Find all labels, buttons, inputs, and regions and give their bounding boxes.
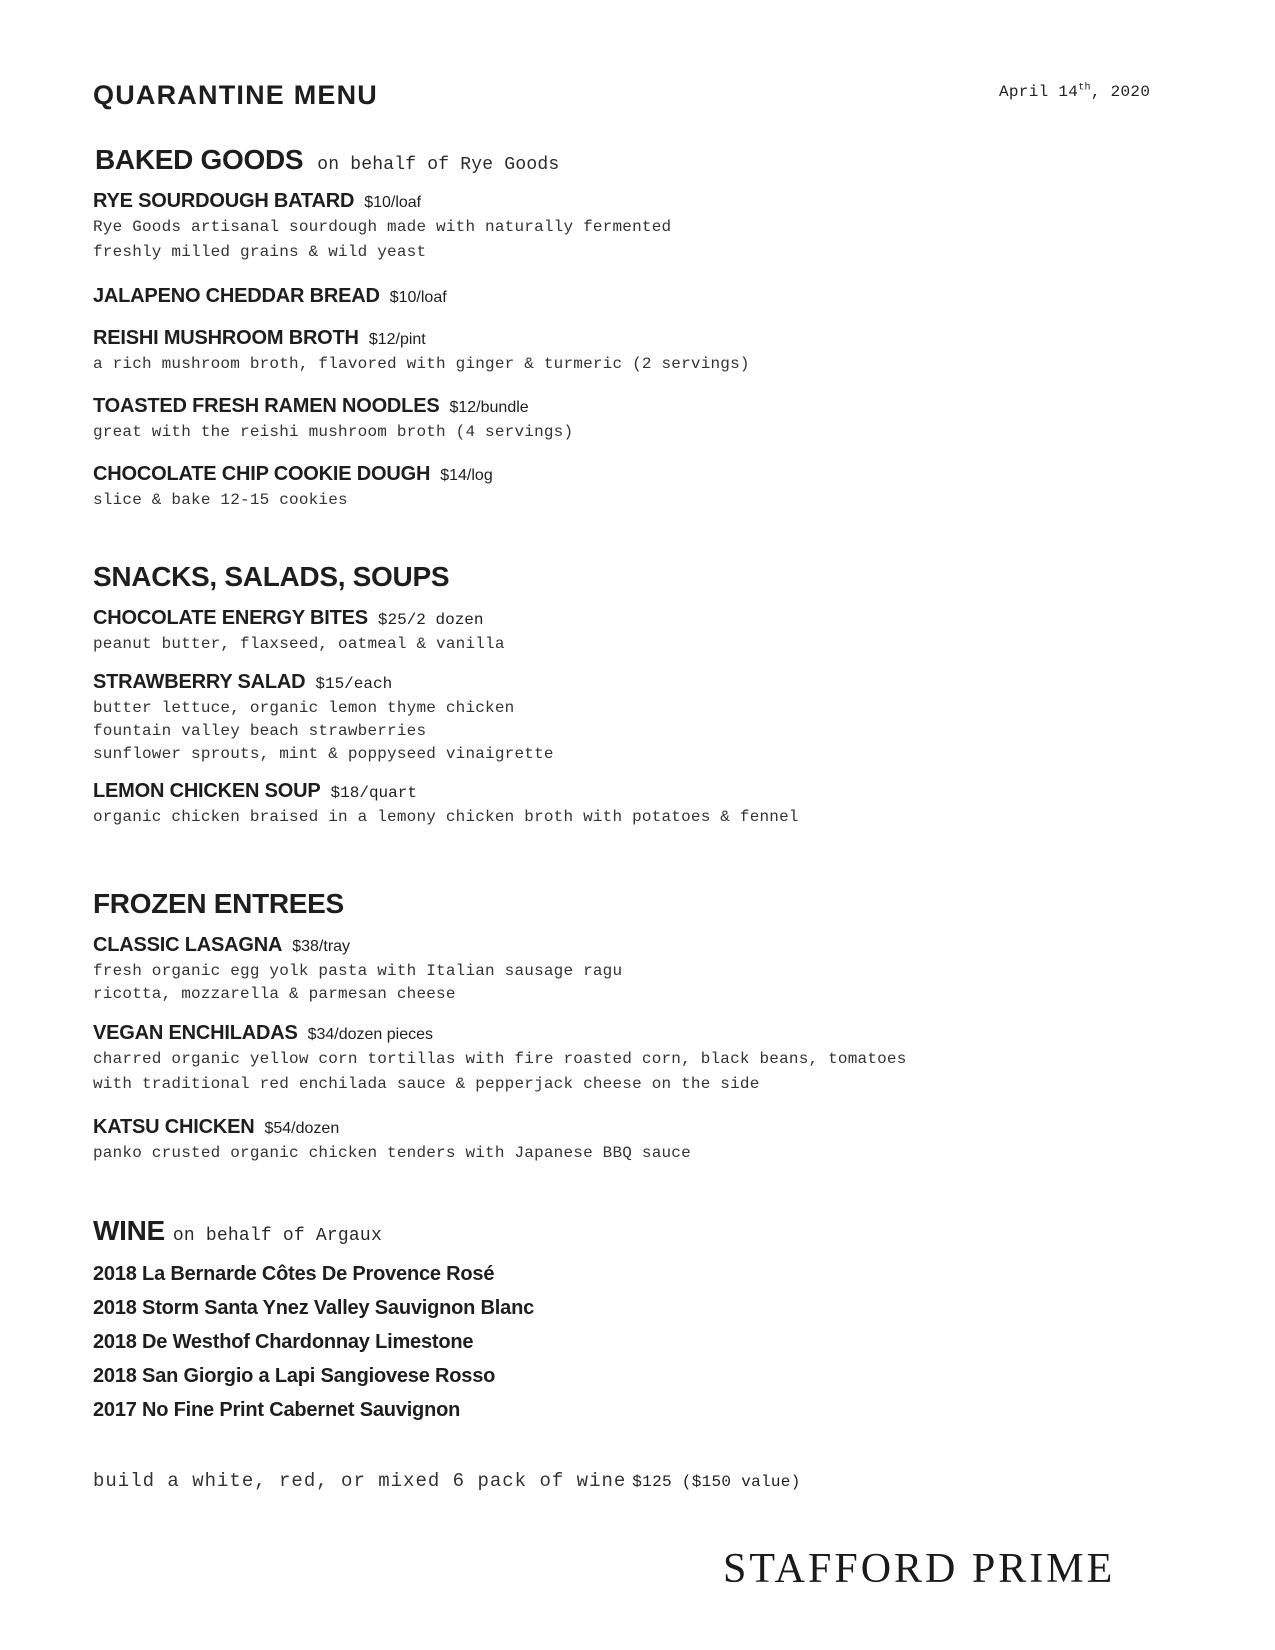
item-price: $38/tray (292, 938, 351, 955)
item-description: great with the reishi mushroom broth (4 servings) (93, 423, 574, 441)
section-subtitle: on behalf of Argaux (172, 1226, 382, 1246)
item-name: CLASSIC LASAGNA (93, 934, 283, 956)
item-name: KATSU CHICKEN (93, 1116, 255, 1138)
menu-item (93, 190, 421, 213)
menu-item (93, 463, 493, 486)
item-description: slice & bake 12-15 cookies (93, 491, 348, 509)
item-price: $10/loaf (389, 289, 447, 306)
item-description: charred organic yellow corn tortillas with fire roasted corn, black beans, tomatoes (93, 1050, 907, 1068)
menu-item (93, 780, 417, 803)
menu-date: April 14th, 2020 (999, 82, 1151, 101)
section-subtitle: on behalf of Rye Goods (317, 155, 560, 175)
wine-item: 2018 Storm Santa Ynez Valley Sauvignon Blanc (93, 1297, 535, 1319)
section-heading: SNACKS, SALADS, SOUPS (93, 561, 450, 592)
item-price: $12/pint (368, 331, 426, 348)
item-description: fresh organic egg yolk pasta with Italian sausage ragu (93, 962, 623, 980)
item-description: fountain valley beach strawberries (93, 722, 427, 740)
section-heading: BAKED GOODS (95, 144, 304, 175)
menu-item (93, 1022, 433, 1045)
item-description: peanut butter, flaxseed, oatmeal & vanilla (93, 635, 505, 653)
item-name: REISHI MUSHROOM BROTH (93, 327, 359, 349)
item-name: CHOCOLATE ENERGY BITES (93, 607, 368, 629)
item-description: freshly milled grains & wild yeast (93, 243, 427, 261)
item-price: $34/dozen pieces (307, 1026, 434, 1043)
section-heading: FROZEN ENTREES (93, 888, 344, 919)
item-name: TOASTED FRESH RAMEN NOODLES (93, 395, 440, 417)
item-description: Rye Goods artisanal sourdough made with naturally fermented (93, 218, 672, 236)
item-name: JALAPENO CHEDDAR BREAD (93, 285, 380, 307)
item-price: $14/log (440, 467, 493, 484)
item-price: $15/each (315, 675, 393, 693)
item-price: $54/dozen (264, 1120, 340, 1137)
menu-item (93, 607, 484, 630)
item-name: CHOCOLATE CHIP COOKIE DOUGH (93, 463, 431, 485)
item-description: ricotta, mozzarella & parmesan cheese (93, 985, 456, 1003)
wine-item: 2018 La Bernarde Côtes De Provence Rosé (93, 1263, 495, 1285)
item-description: with traditional red enchilada sauce & pepperjack cheese on the side (93, 1075, 760, 1093)
menu-item (93, 934, 350, 957)
item-name: RYE SOURDOUGH BATARD (93, 190, 355, 212)
item-price: $25/2 dozen (377, 611, 484, 629)
menu-item (93, 395, 529, 418)
item-price: $18/quart (330, 784, 417, 802)
item-price: $10/loaf (364, 194, 422, 211)
wine-item: 2017 No Fine Print Cabernet Sauvignon (93, 1399, 461, 1421)
item-description: sunflower sprouts, mint & poppyseed vinaigrette (93, 745, 554, 763)
wine-pack-offer (93, 1470, 801, 1492)
section-baked-goods (95, 144, 559, 176)
item-description: a rich mushroom broth, flavored with ginger & turmeric (2 servings) (93, 355, 750, 373)
item-price: $12/bundle (449, 399, 529, 416)
item-name: LEMON CHICKEN SOUP (93, 780, 321, 802)
item-name: STRAWBERRY SALAD (93, 671, 306, 693)
section-heading: WINE (93, 1215, 165, 1246)
item-description: butter lettuce, organic lemon thyme chicken (93, 699, 515, 717)
page-title: QUARANTINE MENU (93, 80, 378, 110)
menu-item (93, 285, 447, 308)
restaurant-logo: STAFFORD PRIME (723, 1546, 1116, 1592)
wine-item: 2018 De Westhof Chardonnay Limestone (93, 1331, 474, 1353)
wine-pack-text: build a white, red, or mixed 6 pack of wine (93, 1470, 627, 1492)
item-description: organic chicken braised in a lemony chicken broth with potatoes & fennel (93, 808, 799, 826)
item-name: VEGAN ENCHILADAS (93, 1022, 298, 1044)
section-wine (93, 1215, 382, 1247)
wine-pack-price: $125 ($150 value) (632, 1473, 801, 1491)
menu-item (93, 671, 392, 694)
menu-item (93, 1116, 339, 1139)
item-description: panko crusted organic chicken tenders with Japanese BBQ sauce (93, 1144, 691, 1162)
menu-item (93, 327, 426, 350)
wine-item: 2018 San Giorgio a Lapi Sangiovese Rosso (93, 1365, 496, 1387)
